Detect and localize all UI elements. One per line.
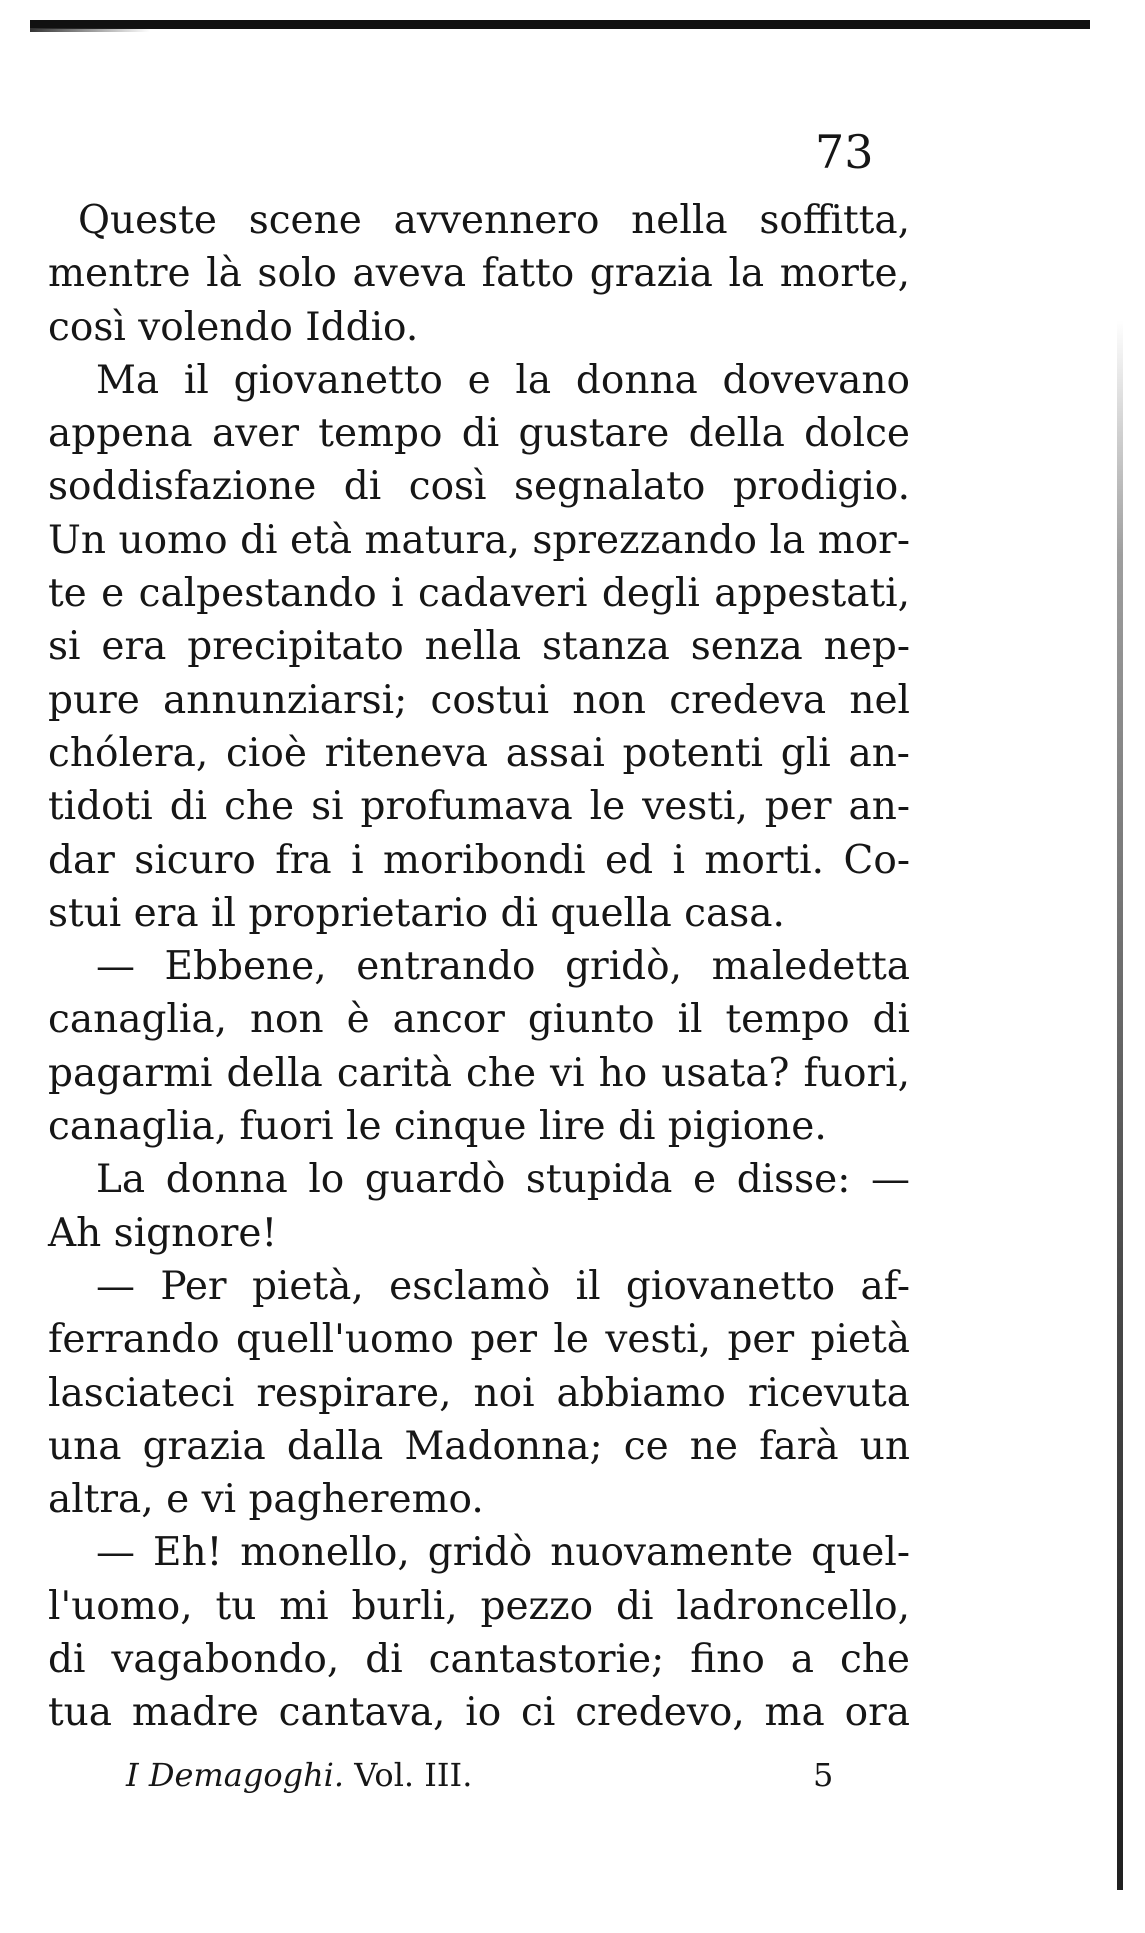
text-line: — Ebbene, entrando gridò, maledetta <box>96 944 910 990</box>
text-line: Ma il giovanetto e la donna dovevano <box>96 357 910 403</box>
text-line: una grazia dalla Madonna; ce ne farà un <box>48 1423 910 1469</box>
page-text <box>48 194 910 1740</box>
text-line: appena aver tempo di gustare della dolce <box>48 411 910 457</box>
text-line: Un uomo di età matura, sprezzando la mor- <box>48 517 910 563</box>
footer-volume: Vol. III. <box>354 1756 473 1794</box>
text-line: te e calpestando i cadaveri degli appestati, <box>48 571 910 617</box>
top-rule-shadow <box>30 28 150 32</box>
text-line: così volendo Iddio. <box>48 304 419 350</box>
text-line: lasciateci respirare, noi abbiamo ricevuta <box>48 1370 910 1416</box>
top-rule <box>30 20 1090 29</box>
text-line: dar sicuro fra i moribondi ed i morti. Co- <box>48 837 910 883</box>
text-line: — Eh! monello, gridò nuovamente quel- <box>96 1530 910 1576</box>
text-line: Ah signore! <box>48 1210 278 1256</box>
text-line: canaglia, fuori le cinque lire di pigione. <box>48 1104 827 1150</box>
text-line: tua madre cantava, io ci credevo, ma ora <box>48 1690 910 1736</box>
page-number: 73 <box>815 125 874 179</box>
text-line: stui era il proprietario di quella casa. <box>48 890 785 936</box>
text-line: si era precipitato nella stanza senza nep- <box>48 624 910 670</box>
text-line: — Per pietà, esclamò il giovanetto af- <box>96 1263 910 1309</box>
text-line: pagarmi della carità che vi ho usata? fuori, <box>48 1050 910 1096</box>
text-line: La donna lo guardò stupida e disse: — <box>96 1157 910 1203</box>
text-line: altra, e vi pagheremo. <box>48 1477 484 1523</box>
text-line: di vagabondo, di cantastorie; fino a che <box>48 1637 910 1683</box>
text-line: ferrando quell'uomo per le vesti, per pietà <box>48 1317 910 1363</box>
text-line: l'uomo, tu mi burli, pezzo di ladroncello, <box>48 1583 910 1629</box>
text-line: tidoti di che si profumava le vesti, per an- <box>48 784 910 830</box>
page-footer <box>48 1750 910 1800</box>
text-line: mentre là solo aveva fatto grazia la morte, <box>48 251 910 297</box>
text-line: canaglia, non è ancor giunto il tempo di <box>48 997 910 1043</box>
page-edge-shadow <box>1117 320 1123 1890</box>
footer-book-title: I Demagoghi. <box>126 1756 345 1794</box>
footer-title <box>126 1750 472 1800</box>
text-line: chólera, cioè riteneva assai potenti gli an- <box>48 730 910 776</box>
text-line: soddisfazione di così segnalato prodigio. <box>48 464 910 510</box>
text-line: Queste scene avvennero nella soffitta, <box>78 198 910 243</box>
text-line: pure annunziarsi; costui non credeva nel <box>48 677 910 723</box>
signature-mark: 5 <box>813 1756 834 1794</box>
